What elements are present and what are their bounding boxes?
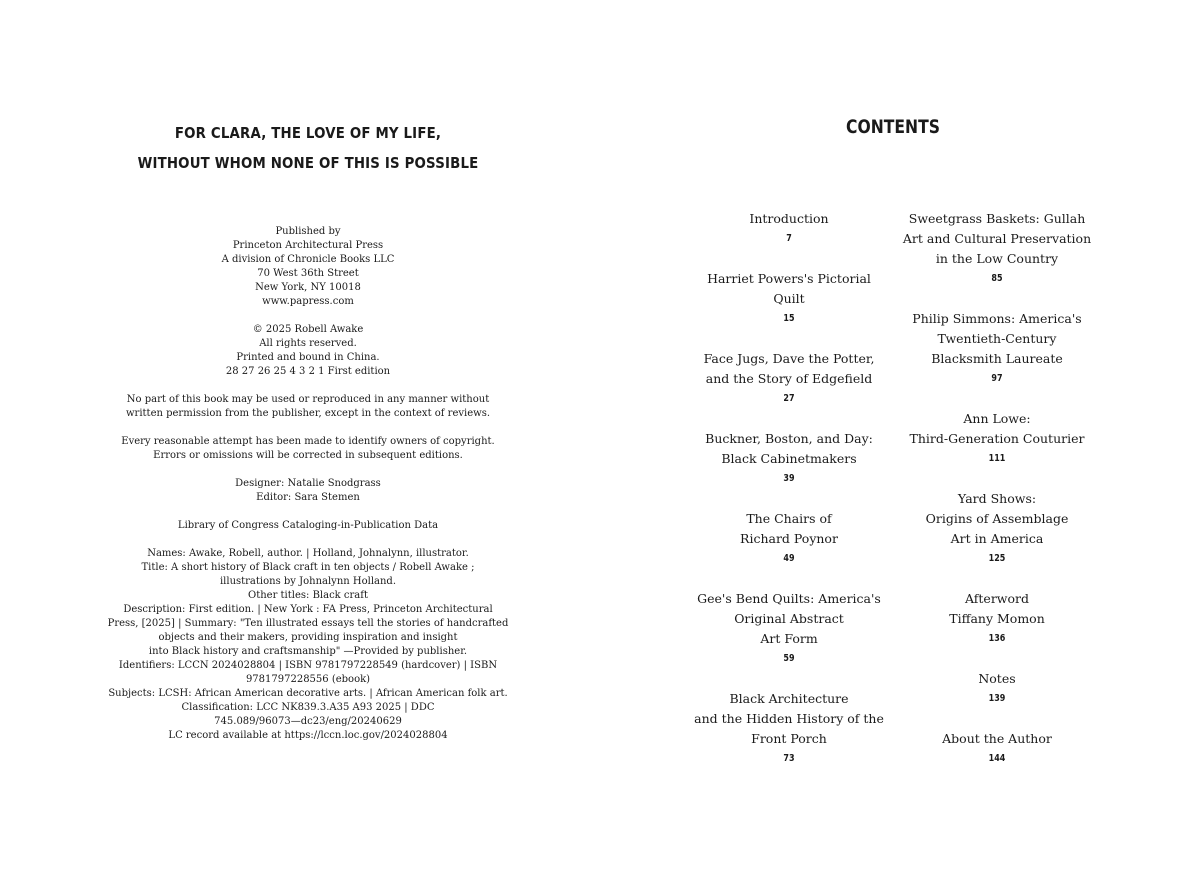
toc-entry-title-line: Harriet Powers's Pictorial	[707, 271, 871, 286]
cip-data-block-line: 9781797228556 (ebook)	[245, 674, 371, 685]
toc-page-number: 97	[991, 373, 1003, 384]
cip-data-block-line: 745.089/96073—dc23/eng/20240629	[214, 716, 402, 727]
copyright-attempt-notice	[0, 435, 616, 463]
cip-data-block-line: LC record available at https://lccn.loc.gov/2024028804	[168, 730, 448, 741]
rights-block-line: © 2025 Robell Awake	[252, 324, 364, 335]
toc-entry[interactable]	[882, 669, 1112, 709]
toc-entry[interactable]	[882, 209, 1112, 289]
toc-entry-title-line: Art Form	[760, 631, 818, 646]
cip-data-block-line: Subjects: LCSH: African American decorative arts. | African American folk art.	[108, 688, 508, 699]
toc-entry-title	[674, 429, 904, 469]
toc-entry-title-line: Introduction	[749, 211, 829, 226]
toc-page-number: 111	[988, 453, 1006, 464]
rights-block-line: All rights reserved.	[259, 338, 357, 349]
toc-entry-title-line: Black Architecture	[729, 691, 849, 706]
toc-entry-title-line: and the Story of Edgefield	[705, 371, 873, 386]
toc-entry-title-line: Tiffany Momon	[949, 611, 1045, 626]
toc-entry[interactable]	[674, 269, 904, 329]
publisher-block-line: New York, NY 10018	[255, 282, 361, 293]
toc-entry-title	[882, 729, 1112, 749]
toc-entry[interactable]	[882, 729, 1112, 769]
toc-entry-title-line: Buckner, Boston, and Day:	[705, 431, 873, 446]
toc-entry-title	[882, 209, 1112, 269]
publisher-block-line: A division of Chronicle Books LLC	[221, 254, 395, 265]
toc-entry-title-line: Quilt	[773, 291, 805, 306]
toc-page-number: 85	[991, 273, 1003, 284]
cip-heading-line: Library of Congress Cataloging-in-Publication Data	[177, 520, 439, 531]
contents-heading: CONTENTS	[846, 116, 940, 138]
toc-entry-title	[674, 689, 904, 749]
toc-page-number: 27	[783, 393, 795, 404]
cip-data-block-line: Names: Awake, Robell, author. | Holland, Johnalynn, illustrator.	[147, 548, 469, 559]
toc-entry[interactable]	[674, 689, 904, 769]
toc-entry-title-line: Art in America	[950, 531, 1044, 546]
toc-entry-title-line: Twentieth-Century	[937, 331, 1057, 346]
toc-entry[interactable]	[674, 209, 904, 249]
toc-entry-title	[882, 409, 1112, 449]
toc-entry-title-line: and the Hidden History of the	[694, 711, 884, 726]
toc-entry-title	[674, 589, 904, 649]
credits-block-line: Designer: Natalie Snodgrass	[235, 478, 381, 489]
cip-data-block-line: Title: A short history of Black craft in ten objects / Robell Awake ;	[141, 562, 475, 573]
toc-page-number: 139	[988, 693, 1006, 704]
toc-entry[interactable]	[882, 489, 1112, 569]
toc-entry-title-line: Sweetgrass Baskets: Gullah	[908, 211, 1086, 226]
toc-entry-title-line: in the Low Country	[935, 251, 1059, 266]
rights-block-line: 28 27 26 25 4 3 2 1 First edition	[225, 366, 391, 377]
toc-page-number: 7	[786, 233, 792, 244]
toc-entry-title-line: Black Cabinetmakers	[721, 451, 857, 466]
toc-entry-title	[674, 509, 904, 549]
toc-page-number: 49	[783, 553, 795, 564]
toc-column-left	[674, 209, 904, 789]
toc-entry-title-line: Art and Cultural Preservation	[902, 231, 1092, 246]
toc-entry-title-line: Philip Simmons: America's	[912, 311, 1082, 326]
cip-data-block-line: illustrations by Johnalynn Holland.	[219, 576, 397, 587]
toc-entry[interactable]	[674, 589, 904, 669]
publisher-block	[0, 225, 616, 309]
toc-page-number: 144	[988, 753, 1006, 764]
toc-entry-title-line: Face Jugs, Dave the Potter,	[703, 351, 875, 366]
toc-entry[interactable]	[882, 409, 1112, 469]
toc-entry[interactable]	[674, 509, 904, 569]
toc-entry-title-line: Afterword	[964, 591, 1030, 606]
toc-page-number: 15	[783, 313, 795, 324]
toc-entry-title-line: Gee's Bend Quilts: America's	[697, 591, 881, 606]
toc-entry-title-line: Blacksmith Laureate	[931, 351, 1063, 366]
publisher-block-line: www.papress.com	[262, 296, 354, 307]
toc-entry-title	[674, 269, 904, 309]
toc-entry-title-line: Third-Generation Couturier	[909, 431, 1085, 446]
toc-entry-title-line: Origins of Assemblage	[925, 511, 1069, 526]
credits-block-line: Editor: Sara Stemen	[256, 492, 360, 503]
toc-entry-title	[882, 309, 1112, 369]
toc-entry-title	[882, 589, 1112, 629]
cip-data-block-line: Classification: LCC NK839.3.A35 A93 2025 | DDC	[181, 702, 435, 713]
toc-entry-title	[674, 349, 904, 389]
toc-column-right	[882, 209, 1112, 789]
toc-page-number: 39	[783, 473, 795, 484]
copyright-attempt-notice-line: Errors or omissions will be corrected in subsequent editions.	[153, 450, 463, 461]
publisher-block-line: 70 West 36th Street	[257, 268, 359, 279]
toc-entry[interactable]	[882, 589, 1112, 649]
publisher-block-line: Published by	[275, 226, 341, 237]
toc-entry-title-line: About the Author	[942, 731, 1052, 746]
toc-page-number: 136	[988, 633, 1006, 644]
toc-entry-title	[882, 489, 1112, 549]
toc-entry[interactable]	[674, 429, 904, 489]
rights-block	[0, 323, 616, 379]
rights-block-line: Printed and bound in China.	[236, 352, 380, 363]
toc-entry-title	[674, 209, 904, 229]
dedication-line: WITHOUT WHOM NONE OF THIS IS POSSIBLE	[137, 154, 479, 172]
toc-entry-title-line: The Chairs of	[746, 511, 832, 526]
copyright-attempt-notice-line: Every reasonable attempt has been made to identify owners of copyright.	[121, 436, 495, 447]
toc-entry-title-line: Yard Shows:	[957, 491, 1037, 506]
cip-data-block-line: Identifiers: LCCN 2024028804 | ISBN 9781797228549 (hardcover) | ISBN	[118, 660, 498, 671]
toc-entry-title-line: Notes	[978, 671, 1016, 686]
cip-heading	[0, 519, 616, 533]
toc-entry-title-line: Ann Lowe:	[963, 411, 1031, 426]
credits-block	[0, 477, 616, 505]
cip-data-block-line: Description: First edition. | New York : FA Press, Princeton Architectural	[123, 604, 493, 615]
toc-page-number: 73	[783, 753, 795, 764]
toc-entry-title-line: Front Porch	[751, 731, 827, 746]
toc-entry[interactable]	[674, 349, 904, 409]
cip-data-block-line: Press, [2025] | Summary: "Ten illustrated essays tell the stories of handcrafted	[107, 618, 509, 629]
toc-page-number: 125	[988, 553, 1006, 564]
permission-notice	[0, 393, 616, 421]
dedication-line: FOR CLARA, THE LOVE OF MY LIFE,	[174, 124, 442, 142]
copyright-page	[0, 225, 616, 757]
permission-notice-line: No part of this book may be used or reproduced in any manner without	[126, 394, 490, 405]
toc-page-number: 59	[783, 653, 795, 664]
toc-entry[interactable]	[882, 309, 1112, 389]
permission-notice-line: written permission from the publisher, except in the context of reviews.	[126, 408, 490, 419]
cip-data-block-line: objects and their makers, providing inspiration and insight	[158, 632, 458, 643]
toc-entry-title	[882, 669, 1112, 689]
toc-entry-title-line: Richard Poynor	[740, 531, 838, 546]
cip-data-block-line: into Black history and craftsmanship" —Provided by publisher.	[148, 646, 468, 657]
toc-entry-title-line: Original Abstract	[734, 611, 844, 626]
cip-data-block	[0, 547, 616, 743]
publisher-block-line: Princeton Architectural Press	[232, 240, 384, 251]
dedication	[43, 118, 573, 178]
cip-data-block-line: Other titles: Black craft	[248, 590, 368, 601]
